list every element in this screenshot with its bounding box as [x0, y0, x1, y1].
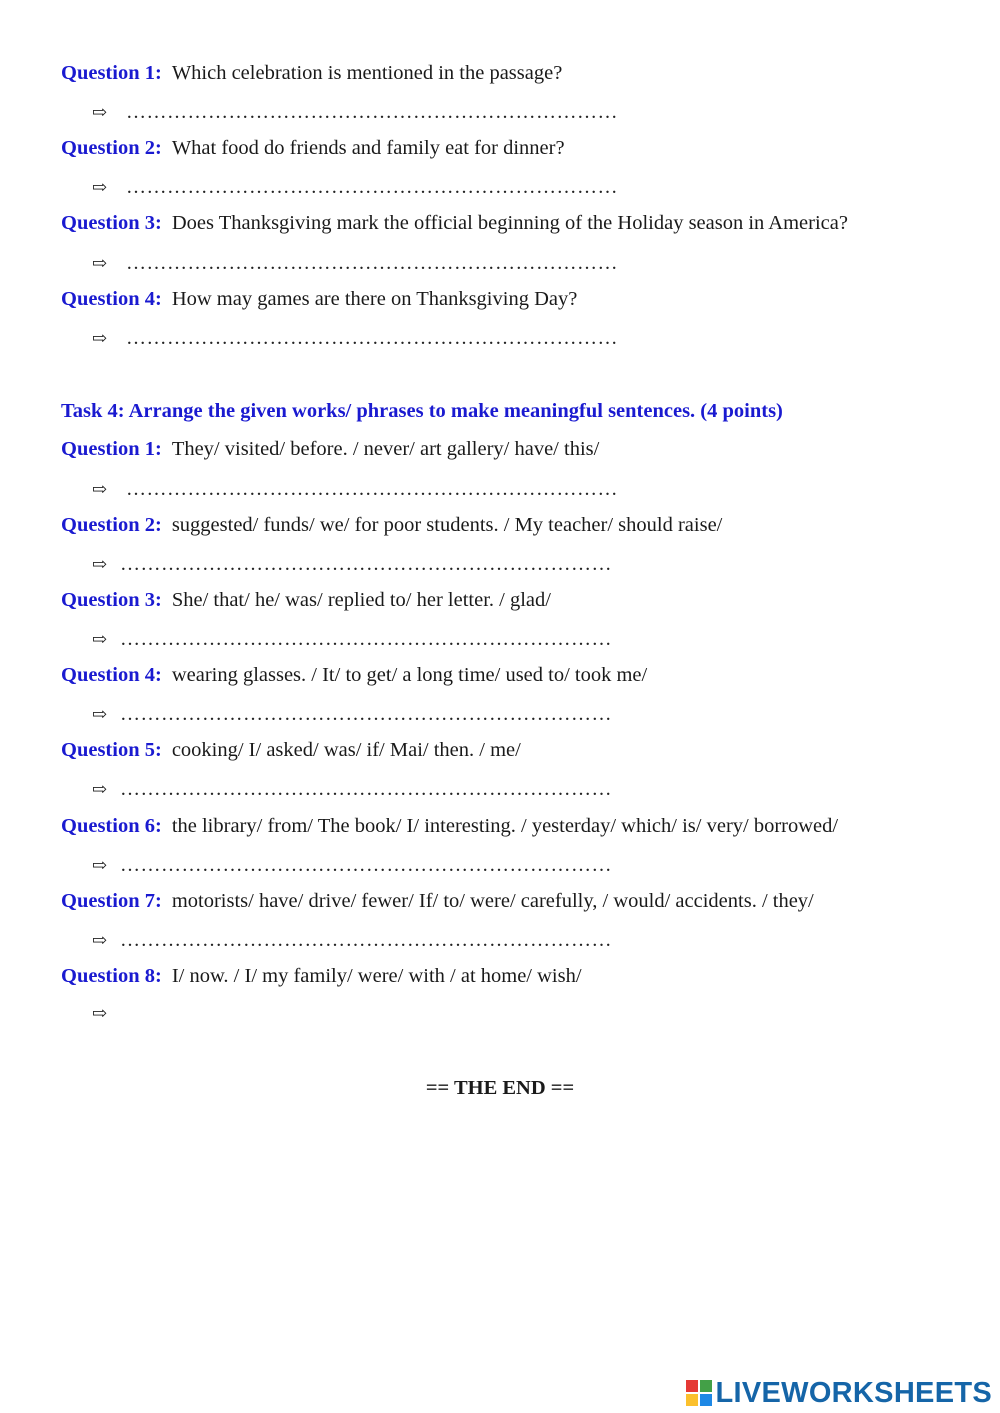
question-a3	[61, 211, 848, 235]
answer-dots: ………………………………………………………………	[120, 778, 612, 800]
answer-line[interactable]	[92, 552, 612, 576]
question-text: the library/ from/ The book/ I/ interesting. / yesterday/ which/ is/ very/ borrowed/	[171, 815, 839, 837]
answer-line[interactable]	[92, 326, 618, 350]
arrow-icon: ⇨	[92, 855, 108, 875]
answer-line[interactable]	[92, 853, 612, 877]
answer-dots: ………………………………………………………………	[120, 703, 612, 725]
answer-line[interactable]	[92, 627, 612, 651]
question-text: cooking/ I/ asked/ was/ if/ Mai/ then. / me/	[171, 739, 521, 761]
task4-title: Task 4: Arrange the given works/ phrases to make meaningful sentences. (4 points)	[61, 400, 783, 422]
answer-line[interactable]	[92, 100, 618, 124]
arrow-icon: ⇨	[92, 479, 108, 499]
question-t6	[61, 814, 838, 838]
question-t3	[61, 588, 551, 612]
question-t4	[61, 663, 647, 687]
answer-dots: ………………………………………………………………	[120, 553, 612, 575]
question-a4	[61, 287, 577, 311]
arrow-icon: ⇨	[92, 328, 108, 348]
answer-line[interactable]	[92, 251, 618, 275]
question-t7	[61, 889, 814, 913]
arrow-icon: ⇨	[92, 704, 108, 724]
answer-dots: ………………………………………………………………	[126, 101, 618, 123]
question-label: Question 6:	[61, 815, 162, 837]
answer-line[interactable]	[92, 777, 612, 801]
answer-line[interactable]	[92, 1001, 112, 1025]
question-text: wearing glasses. / It/ to get/ a long time/ used to/ took me/	[171, 664, 648, 686]
answer-dots: ………………………………………………………………	[120, 854, 612, 876]
question-label: Question 3:	[61, 212, 162, 234]
question-text: Which celebration is mentioned in the passage?	[171, 62, 563, 84]
arrow-icon: ⇨	[92, 554, 108, 574]
answer-dots: ………………………………………………………………	[126, 327, 618, 349]
question-label: Question 4:	[61, 664, 162, 686]
arrow-icon: ⇨	[92, 1003, 108, 1023]
question-t1	[61, 437, 599, 461]
question-label: Question 8:	[61, 965, 162, 987]
answer-dots: ………………………………………………………………	[120, 628, 612, 650]
answer-dots: ………………………………………………………………	[126, 252, 618, 274]
question-label: Question 2:	[61, 514, 162, 536]
arrow-icon: ⇨	[92, 102, 108, 122]
arrow-icon: ⇨	[92, 779, 108, 799]
answer-dots: ………………………………………………………………	[126, 176, 618, 198]
logo-text: LIVEWORKSHEETS	[715, 1376, 992, 1409]
arrow-icon: ⇨	[92, 629, 108, 649]
question-text: Does Thanksgiving mark the official beginning of the Holiday season in America?	[171, 212, 848, 234]
arrow-icon: ⇨	[92, 253, 108, 273]
question-label: Question 4:	[61, 288, 162, 310]
liveworksheets-logo[interactable]	[686, 1376, 993, 1410]
question-a2	[61, 136, 565, 160]
question-text: They/ visited/ before. / never/ art gallery/ have/ this/	[171, 438, 600, 460]
arrow-icon: ⇨	[92, 177, 108, 197]
question-text: She/ that/ he/ was/ replied to/ her letter. / glad/	[171, 589, 551, 611]
question-text: I/ now. / I/ my family/ were/ with / at home/ wish/	[171, 965, 582, 987]
question-a1	[61, 61, 562, 85]
answer-line[interactable]	[92, 702, 612, 726]
answer-line[interactable]	[92, 175, 618, 199]
question-t8	[61, 964, 582, 988]
question-label: Question 1:	[61, 62, 162, 84]
question-text: motorists/ have/ drive/ fewer/ If/ to/ were/ carefully, / would/ accidents. / they/	[171, 890, 814, 912]
question-t2	[61, 513, 722, 537]
question-t5	[61, 738, 521, 762]
question-text: How may games are there on Thanksgiving Day?	[171, 288, 578, 310]
logo-icon	[686, 1380, 712, 1406]
answer-dots: ………………………………………………………………	[126, 478, 618, 500]
question-label: Question 5:	[61, 739, 162, 761]
question-label: Question 2:	[61, 137, 162, 159]
answer-line[interactable]	[92, 928, 612, 952]
answer-dots: ………………………………………………………………	[120, 929, 612, 951]
arrow-icon: ⇨	[92, 930, 108, 950]
question-label: Question 3:	[61, 589, 162, 611]
question-label: Question 1:	[61, 438, 162, 460]
answer-line[interactable]	[92, 477, 618, 501]
question-text: What food do friends and family eat for dinner?	[171, 137, 565, 159]
the-end: == THE END ==	[425, 1077, 575, 1099]
question-label: Question 7:	[61, 890, 162, 912]
question-text: suggested/ funds/ we/ for poor students. / My teacher/ should raise/	[171, 514, 723, 536]
